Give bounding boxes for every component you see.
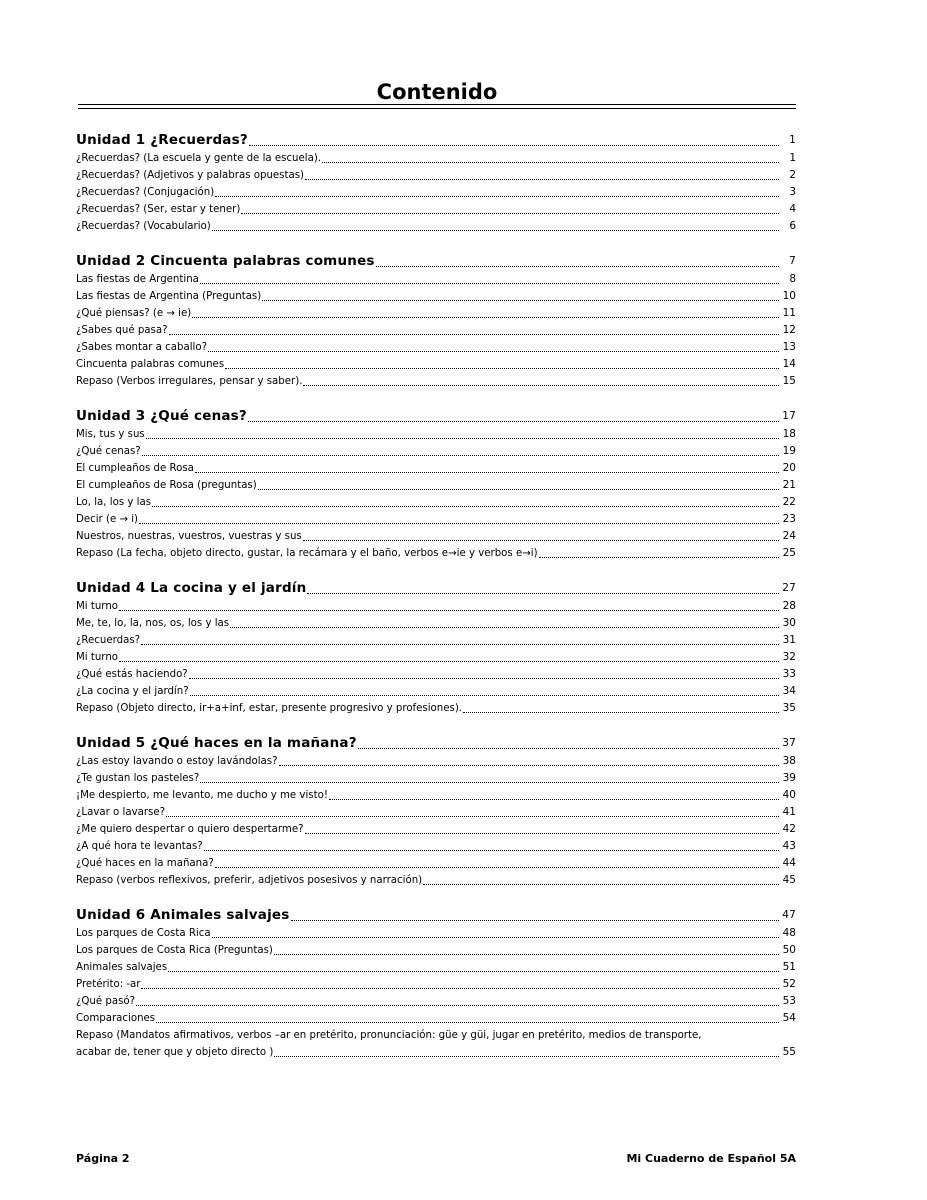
toc-entry-text: ¿A qué hora te levantas? — [76, 841, 203, 852]
page-number: 14 — [782, 358, 796, 370]
unit-heading-text: Unidad 4 La cocina y el jardín — [76, 580, 307, 596]
toc-entry — [76, 683, 796, 700]
toc-entry-text: Mi turno — [76, 601, 119, 612]
page-number: 13 — [782, 341, 796, 353]
unit-section — [76, 578, 796, 717]
toc-entry-text: Repaso (La fecha, objeto directo, gustar, la recámara y el baño, verbos e→ie y verbos e→i) — [76, 548, 538, 559]
toc-entry — [76, 460, 796, 477]
page-number: 1 — [789, 152, 796, 164]
dot-leader — [212, 220, 779, 231]
dot-leader — [146, 428, 779, 439]
toc-entry-text-line2: acabar de, tener que y objeto directo ) — [76, 1047, 274, 1058]
toc-entry — [76, 666, 796, 683]
footer-page-number: Página 2 — [76, 1152, 130, 1165]
toc-entry-text: El cumpleaños de Rosa — [76, 463, 194, 474]
page-title: Contenido — [376, 80, 498, 104]
toc-entry — [76, 528, 796, 545]
toc-entry — [76, 339, 796, 356]
toc-entry — [76, 700, 796, 717]
toc-entry-text: ¿La cocina y el jardín? — [76, 686, 189, 697]
page-number: 28 — [782, 600, 796, 612]
dot-leader — [136, 995, 779, 1006]
toc-entry-text: Mi turno — [76, 652, 119, 663]
toc-entry-text: ¿Recuerdas? (Vocabulario) — [76, 221, 211, 232]
toc-entry — [76, 976, 796, 993]
toc-entry-text: Nuestros, nuestras, vuestros, vuestras y sus — [76, 531, 302, 542]
toc-entry-line2 — [76, 1044, 796, 1061]
toc-entry-text: ¿Sabes qué pasa? — [76, 325, 168, 336]
page-number: 48 — [782, 927, 796, 939]
page-number: 47 — [782, 909, 796, 921]
toc-entry-text: ¿Qué piensas? (e → ie) — [76, 308, 192, 319]
dot-leader — [141, 978, 779, 989]
dot-leader — [225, 358, 779, 369]
page-number: 34 — [782, 685, 796, 697]
toc-entry — [76, 201, 796, 218]
toc-entry — [76, 753, 796, 770]
toc-entry — [76, 545, 796, 562]
unit-section — [76, 733, 796, 889]
toc-entry — [76, 288, 796, 305]
page-number: 11 — [782, 307, 796, 319]
toc-entry — [76, 993, 796, 1010]
page-number: 22 — [782, 496, 796, 508]
unit-heading-text: Unidad 5 ¿Qué haces en la mañana? — [76, 735, 357, 751]
page-number: 20 — [782, 462, 796, 474]
dot-leader — [303, 530, 779, 541]
page-number: 43 — [782, 840, 796, 852]
toc-entry — [76, 218, 796, 235]
page-number: 27 — [782, 582, 796, 594]
toc-entry — [76, 649, 796, 666]
toc-entry — [76, 804, 796, 821]
toc-entry — [76, 855, 796, 872]
dot-leader — [119, 600, 779, 611]
toc-entry-text: Comparaciones — [76, 1013, 156, 1024]
dot-leader — [307, 583, 779, 594]
dot-leader — [152, 496, 779, 507]
toc-entry-text: ¿Te gustan los pasteles? — [76, 773, 200, 784]
toc-entry-text: Las fiestas de Argentina — [76, 274, 199, 285]
toc-entry-text: ¿Me quiero despertar o quiero despertarme? — [76, 824, 304, 835]
toc-entry — [76, 356, 796, 373]
toc-entry-text: ¿Las estoy lavando o estoy lavándolas? — [76, 756, 278, 767]
table-of-contents — [76, 130, 796, 1077]
dot-leader — [190, 685, 779, 696]
toc-entry-text: Pretérito: -ar — [76, 979, 141, 990]
toc-entry — [76, 942, 796, 959]
page-number: 44 — [782, 857, 796, 869]
toc-entry — [76, 477, 796, 494]
dot-leader — [279, 755, 779, 766]
page-number: 2 — [789, 169, 796, 181]
toc-entry-text: El cumpleaños de Rosa (preguntas) — [76, 480, 257, 491]
unit-heading — [76, 130, 796, 150]
dot-leader — [141, 634, 779, 645]
unit-section — [76, 251, 796, 390]
page-number: 25 — [782, 547, 796, 559]
unit-section — [76, 905, 796, 1061]
dot-leader — [166, 806, 779, 817]
unit-heading-text: Unidad 2 Cincuenta palabras comunes — [76, 253, 375, 269]
toc-entry-text: ¿Recuerdas? (Conjugación) — [76, 187, 215, 198]
dot-leader — [539, 547, 779, 558]
page-number: 35 — [782, 702, 796, 714]
toc-entry-text: Repaso (Verbos irregulares, pensar y saber). — [76, 376, 303, 387]
page-number: 12 — [782, 324, 796, 336]
toc-entry-text: Las fiestas de Argentina (Preguntas) — [76, 291, 262, 302]
unit-heading — [76, 406, 796, 426]
dot-leader — [230, 617, 779, 628]
dot-leader — [322, 152, 779, 163]
title-rule-top — [78, 104, 796, 105]
dot-leader — [248, 411, 779, 422]
unit-heading-text: Unidad 6 Animales salvajes — [76, 907, 290, 923]
toc-entry — [76, 494, 796, 511]
toc-entry-text: ¿Qué pasó? — [76, 996, 136, 1007]
dot-leader — [249, 135, 779, 146]
page-number: 17 — [782, 410, 796, 422]
dot-leader — [215, 857, 779, 868]
toc-entry-text: ¿Recuerdas? (Adjetivos y palabras opuestas) — [76, 170, 304, 181]
toc-entry — [76, 925, 796, 942]
dot-leader — [208, 341, 779, 352]
toc-entry-text: ¿Recuerdas? — [76, 635, 141, 646]
page-number: 19 — [782, 445, 796, 457]
dot-leader — [212, 927, 779, 938]
unit-heading — [76, 733, 796, 753]
dot-leader — [156, 1012, 779, 1023]
toc-entry — [76, 838, 796, 855]
dot-leader — [169, 324, 780, 335]
toc-entry-text: ¿Qué estás haciendo? — [76, 669, 188, 680]
page-number: 32 — [782, 651, 796, 663]
page-number: 50 — [782, 944, 796, 956]
dot-leader — [241, 203, 779, 214]
title-rule-bottom — [78, 108, 796, 109]
toc-entry-text: ¿Lavar o lavarse? — [76, 807, 166, 818]
toc-entry-text-line1: Repaso (Mandatos afirmativos, verbos –ar en pretérito, pronunciación: güe y güi, jugar en pretérito, medios de transporte, — [76, 1030, 702, 1041]
page-number: 18 — [782, 428, 796, 440]
toc-entry — [76, 305, 796, 322]
toc-entry — [76, 959, 796, 976]
dot-leader — [200, 772, 779, 783]
page-number: 53 — [782, 995, 796, 1007]
toc-entry — [76, 632, 796, 649]
page-number: 31 — [782, 634, 796, 646]
toc-entry — [76, 1027, 796, 1061]
page-number: 40 — [782, 789, 796, 801]
toc-entry-text: ¿Qué haces en la mañana? — [76, 858, 214, 869]
toc-entry-text: Me, te, lo, la, nos, os, los y las — [76, 618, 230, 629]
dot-leader — [303, 375, 779, 386]
page-number: 1 — [789, 134, 796, 146]
dot-leader — [262, 290, 779, 301]
dot-leader — [423, 874, 779, 885]
dot-leader — [192, 307, 779, 318]
toc-entry — [76, 770, 796, 787]
dot-leader — [305, 823, 779, 834]
page-number: 55 — [782, 1046, 796, 1058]
page-number: 45 — [782, 874, 796, 886]
page-number: 7 — [789, 255, 796, 267]
dot-leader — [168, 961, 779, 972]
unit-heading — [76, 578, 796, 598]
page-number: 52 — [782, 978, 796, 990]
unit-heading-text: Unidad 3 ¿Qué cenas? — [76, 408, 247, 424]
toc-entry-text: Repaso (verbos reflexivos, preferir, adjetivos posesivos y narración) — [76, 875, 423, 886]
dot-leader — [189, 668, 779, 679]
unit-heading — [76, 251, 796, 271]
page-number: 23 — [782, 513, 796, 525]
dot-leader — [142, 445, 779, 456]
toc-entry-text: Cincuenta palabras comunes — [76, 359, 225, 370]
toc-entry-text: ¿Qué cenas? — [76, 446, 141, 457]
page-number: 41 — [782, 806, 796, 818]
dot-leader — [119, 651, 779, 662]
unit-heading-text: Unidad 1 ¿Recuerdas? — [76, 132, 248, 148]
toc-entry-text: Los parques de Costa Rica — [76, 928, 211, 939]
page-number: 39 — [782, 772, 796, 784]
page-number: 37 — [782, 737, 796, 749]
dot-leader — [305, 169, 779, 180]
dot-leader — [200, 273, 779, 284]
page-number: 15 — [782, 375, 796, 387]
unit-heading — [76, 905, 796, 925]
dot-leader — [258, 479, 779, 490]
page-number: 6 — [789, 220, 796, 232]
page-number: 54 — [782, 1012, 796, 1024]
page-number: 4 — [789, 203, 796, 215]
toc-entry — [76, 150, 796, 167]
toc-entry — [76, 271, 796, 288]
page-number: 30 — [782, 617, 796, 629]
page-number: 33 — [782, 668, 796, 680]
toc-entry — [76, 426, 796, 443]
footer-book-title: Mi Cuaderno de Español 5A — [626, 1152, 796, 1165]
dot-leader — [274, 944, 779, 955]
dot-leader — [215, 186, 779, 197]
toc-entry-text: Repaso (Objeto directo, ir+a+inf, estar, presente progresivo y profesiones). — [76, 703, 463, 714]
toc-entry — [76, 443, 796, 460]
page-number: 51 — [782, 961, 796, 973]
toc-entry — [76, 872, 796, 889]
toc-entry-text: Lo, la, los y las — [76, 497, 152, 508]
toc-entry-text: ¿Recuerdas? (Ser, estar y tener) — [76, 204, 241, 215]
toc-entry — [76, 787, 796, 804]
page-number: 42 — [782, 823, 796, 835]
toc-entry — [76, 322, 796, 339]
toc-entry — [76, 821, 796, 838]
toc-entry-text: ¡Me despierto, me levanto, me ducho y me visto! — [76, 790, 328, 801]
toc-entry — [76, 167, 796, 184]
dot-leader — [358, 738, 779, 749]
page-number: 24 — [782, 530, 796, 542]
page-number: 38 — [782, 755, 796, 767]
dot-leader — [195, 462, 779, 473]
dot-leader — [376, 256, 779, 267]
page-number: 10 — [782, 290, 796, 302]
dot-leader — [329, 789, 779, 800]
dot-leader — [291, 910, 779, 921]
toc-entry-text: Mis, tus y sus — [76, 429, 145, 440]
toc-entry — [76, 598, 796, 615]
dot-leader — [204, 840, 779, 851]
toc-entry — [76, 1010, 796, 1027]
toc-entry — [76, 373, 796, 390]
toc-entry-text: Animales salvajes — [76, 962, 168, 973]
unit-section — [76, 130, 796, 235]
toc-entry-text: ¿Recuerdas? (La escuela y gente de la escuela). — [76, 153, 322, 164]
page-number: 8 — [789, 273, 796, 285]
toc-entry — [76, 511, 796, 528]
toc-entry-text: ¿Sabes montar a caballo? — [76, 342, 208, 353]
dot-leader — [463, 702, 779, 713]
toc-entry-text: Los parques de Costa Rica (Preguntas) — [76, 945, 273, 956]
toc-entry — [76, 615, 796, 632]
page-number: 21 — [782, 479, 796, 491]
toc-entry — [76, 184, 796, 201]
toc-entry-text: Decir (e → i) — [76, 514, 139, 525]
dot-leader — [274, 1046, 779, 1057]
dot-leader — [139, 513, 779, 524]
unit-section — [76, 406, 796, 562]
page-number: 3 — [789, 186, 796, 198]
